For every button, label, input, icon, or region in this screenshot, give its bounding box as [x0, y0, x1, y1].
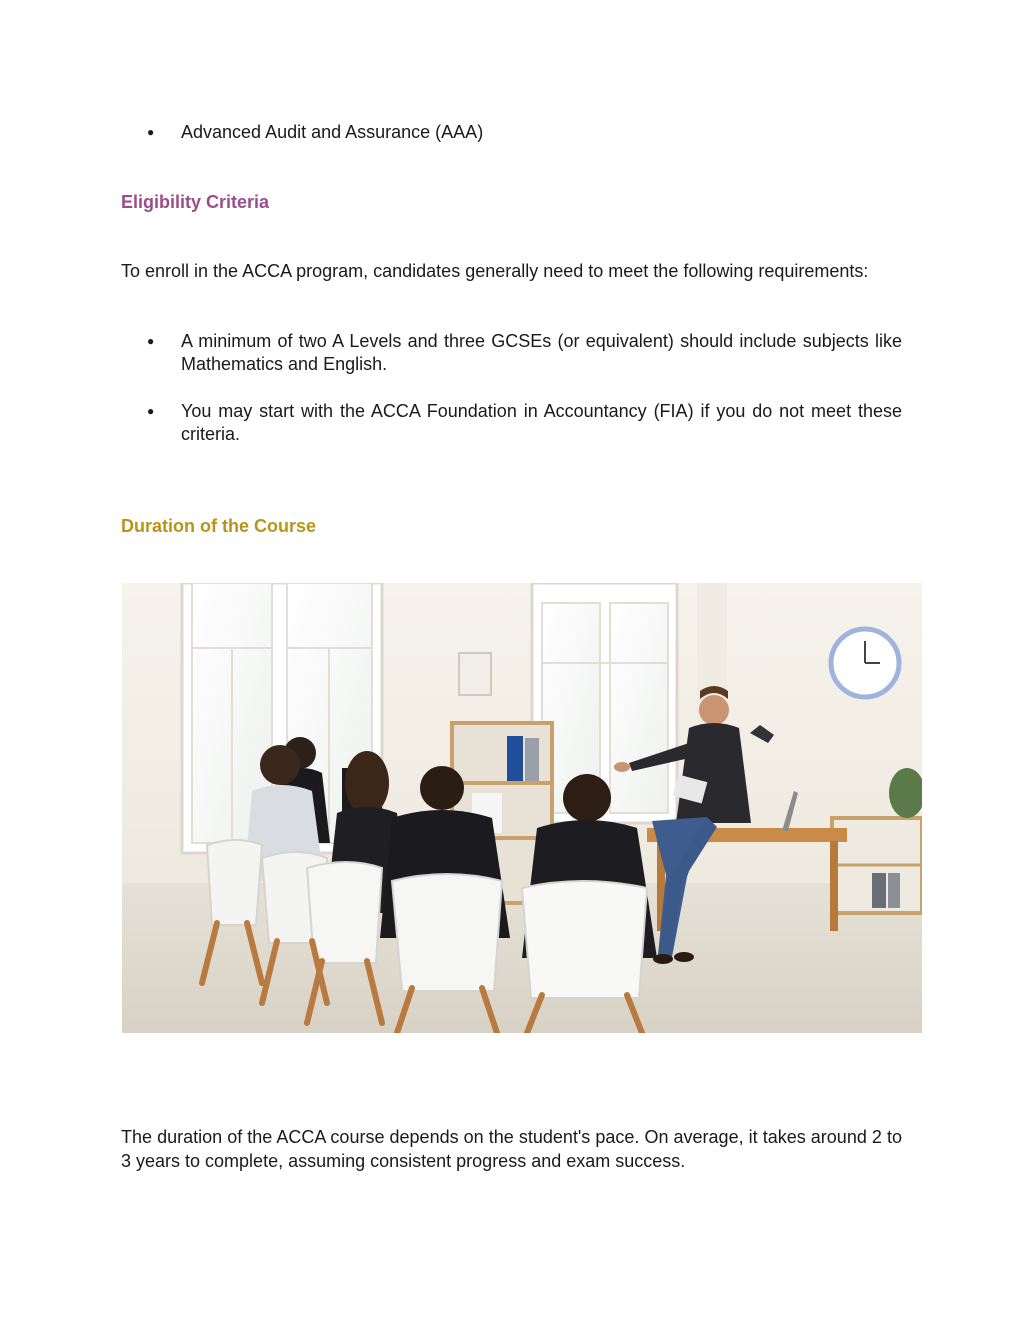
bullet-icon: ● — [147, 125, 155, 139]
bullet-icon: ● — [147, 404, 155, 418]
eligibility-intro: To enroll in the ACCA program, candidates generally need to meet the following requirements: — [121, 261, 869, 281]
duration-paragraph: The duration of the ACCA course depends on the student's pace. On average, it takes around 2 to 3 years to complete, assuming consistent progress and exam success. — [121, 1127, 902, 1171]
list-item-text: You may start with the ACCA Foundation in Accountancy (FIA) if you do not meet these criteria. — [181, 401, 902, 444]
bullet-icon: ● — [147, 334, 155, 348]
classroom-photo — [122, 583, 922, 1033]
list-item-text: A minimum of two A Levels and three GCSEs (or equivalent) should include subjects like Mathematics and English. — [181, 331, 902, 374]
list-item — [121, 330, 902, 376]
duration-heading: Duration of the Course — [121, 516, 317, 536]
list-item — [121, 400, 902, 446]
eligibility-heading: Eligibility Criteria — [121, 192, 270, 212]
list-item — [121, 121, 902, 144]
list-item-text: Advanced Audit and Assurance (AAA) — [181, 122, 484, 142]
